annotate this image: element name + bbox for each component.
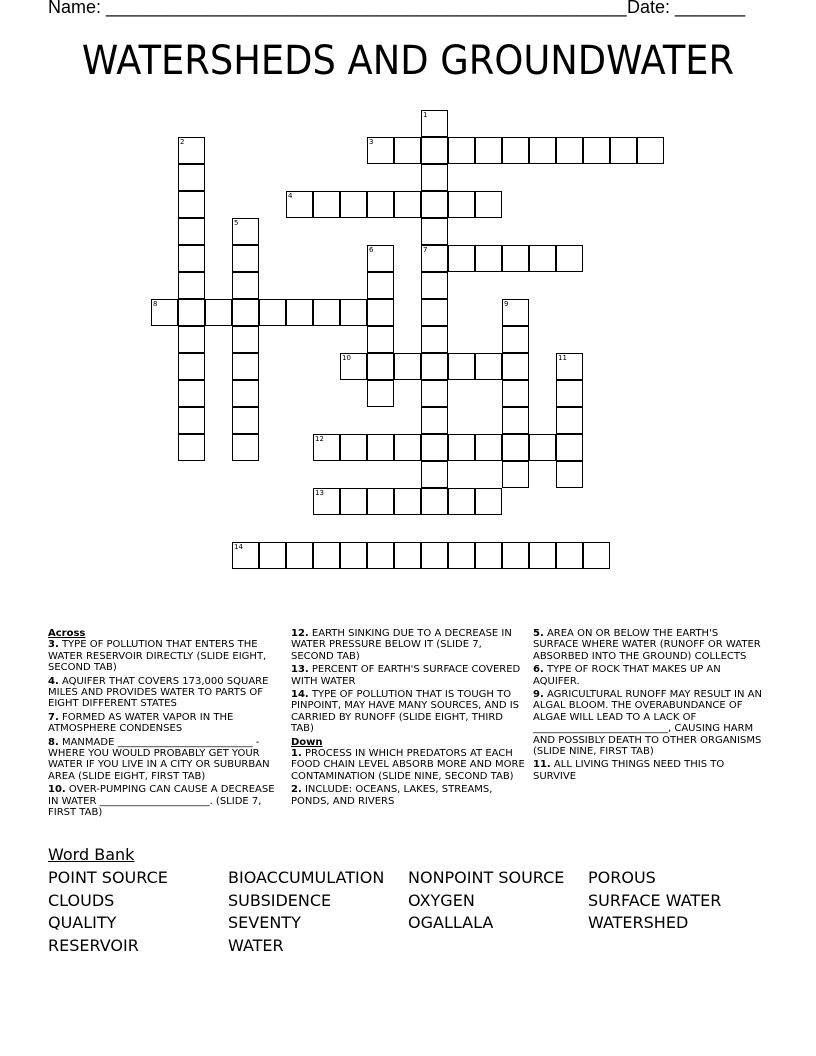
crossword-cell[interactable] bbox=[151, 299, 178, 326]
crossword-cell[interactable] bbox=[556, 542, 583, 569]
crossword-cell[interactable] bbox=[313, 542, 340, 569]
crossword-cell[interactable] bbox=[421, 245, 448, 272]
word-bank-item: SURFACE WATER bbox=[588, 891, 722, 910]
crossword-cell[interactable] bbox=[583, 137, 610, 164]
word-bank-item: WATERSHED bbox=[588, 913, 689, 932]
crossword-cell[interactable] bbox=[313, 191, 340, 218]
crossword-cell[interactable] bbox=[313, 299, 340, 326]
crossword-cell[interactable] bbox=[259, 299, 286, 326]
word-bank-item: OGALLALA bbox=[408, 913, 494, 932]
crossword-cell[interactable] bbox=[529, 137, 556, 164]
word-bank-item: RESERVOIR bbox=[48, 936, 139, 955]
crossword-cell[interactable] bbox=[502, 380, 529, 407]
crossword-cell[interactable] bbox=[232, 245, 259, 272]
crossword-cell[interactable] bbox=[367, 380, 394, 407]
crossword-cell[interactable] bbox=[421, 110, 448, 137]
crossword-cell[interactable] bbox=[178, 164, 205, 191]
crossword-cell[interactable] bbox=[259, 542, 286, 569]
crossword-cell[interactable] bbox=[178, 272, 205, 299]
crossword-cell[interactable] bbox=[502, 461, 529, 488]
crossword-cell[interactable] bbox=[475, 488, 502, 515]
crossword-cell[interactable] bbox=[448, 353, 475, 380]
crossword-cell[interactable] bbox=[367, 353, 394, 380]
clue-across-8: 8. MANMADE ___________________________ - WHERE YOU WOULD PROBABLY GET YOUR WATER IF YOU LIVE IN A CITY OR SUBURBAN AREA (SLIDE EIGHT, FIRST TAB) bbox=[48, 736, 270, 782]
crossword-cell[interactable] bbox=[556, 461, 583, 488]
crossword-cell[interactable] bbox=[340, 353, 367, 380]
crossword-cell-number: 9 bbox=[504, 300, 509, 308]
clue-across-3: 3. TYPE OF POLLUTION THAT ENTERS THE WATER RESERVOIR DIRECTLY (SLIDE EIGHT, SECOND TAB) bbox=[48, 639, 267, 674]
crossword-cell[interactable] bbox=[448, 542, 475, 569]
crossword-cell[interactable] bbox=[178, 326, 205, 353]
crossword-cell[interactable] bbox=[178, 434, 205, 461]
crossword-cell[interactable] bbox=[583, 542, 610, 569]
crossword-cell[interactable] bbox=[502, 137, 529, 164]
crossword-cell-number: 7 bbox=[423, 246, 428, 254]
clue-across-7: 7. FORMED AS WATER VAPOR IN THE ATMOSPHERE CONDENSES bbox=[48, 711, 234, 735]
crossword-cell-number: 8 bbox=[153, 300, 158, 308]
word-bank-item: POINT SOURCE bbox=[48, 868, 168, 887]
crossword-cell[interactable] bbox=[556, 353, 583, 380]
crossword-cell[interactable] bbox=[394, 488, 421, 515]
word-bank-item: CLOUDS bbox=[48, 891, 115, 910]
crossword-cell[interactable] bbox=[232, 380, 259, 407]
crossword-cell[interactable] bbox=[232, 299, 259, 326]
crossword-cell[interactable] bbox=[313, 488, 340, 515]
page-title: WATERSHEDS AND GROUNDWATER bbox=[81, 38, 735, 84]
crossword-cell[interactable] bbox=[232, 434, 259, 461]
crossword-cell-number: 5 bbox=[234, 219, 239, 227]
crossword-cell-number: 6 bbox=[369, 246, 374, 254]
crossword-cell[interactable] bbox=[340, 434, 367, 461]
clue-across-14: 14. TYPE OF POLLUTION THAT IS TOUGH TO PINPOINT, MAY HAVE MANY SOURCES, AND IS CARRIED BY RUNOFF (SLIDE EIGHT, THIRD TAB) bbox=[291, 689, 520, 735]
crossword-cell[interactable] bbox=[448, 137, 475, 164]
crossword-cell[interactable] bbox=[286, 299, 313, 326]
crossword-cell[interactable] bbox=[367, 191, 394, 218]
clue-down-1: 1. PROCESS IN WHICH PREDATORS AT EACH FOOD CHAIN LEVEL ABSORB MORE AND MORE CONTAMINATION (SLIDE NINE, SECOND TAB) bbox=[291, 748, 525, 782]
crossword-cell[interactable] bbox=[232, 353, 259, 380]
word-bank-item: OXYGEN bbox=[408, 891, 475, 910]
crossword-cell[interactable] bbox=[421, 542, 448, 569]
clue-down-5: 5. AREA ON OR BELOW THE EARTH'S SURFACE WHERE WATER (RUNOFF OR WATER ABSORBED INTO THE GROUND) COLLECTS bbox=[533, 628, 761, 662]
crossword-cell[interactable] bbox=[556, 407, 583, 434]
crossword-cell[interactable] bbox=[421, 218, 448, 245]
crossword-cell[interactable] bbox=[340, 191, 367, 218]
crossword-cell[interactable] bbox=[178, 191, 205, 218]
crossword-cell[interactable] bbox=[313, 434, 340, 461]
across-heading: Across bbox=[48, 628, 86, 639]
crossword-cell[interactable] bbox=[367, 542, 394, 569]
crossword-cell[interactable] bbox=[394, 542, 421, 569]
crossword-cell[interactable] bbox=[178, 218, 205, 245]
clue-across-4: 4. AQUIFER THAT COVERS 173,000 SQUARE MILES AND PROVIDES WATER TO PARTS OF EIGHT DIFFERENT STATES bbox=[48, 675, 269, 710]
crossword-cell[interactable] bbox=[421, 191, 448, 218]
word-bank-item: WATER bbox=[228, 936, 284, 955]
crossword-cell[interactable] bbox=[421, 272, 448, 299]
crossword-cell[interactable] bbox=[367, 245, 394, 272]
crossword-cell[interactable] bbox=[556, 245, 583, 272]
crossword-cell[interactable] bbox=[421, 353, 448, 380]
word-bank-item: SEVENTY bbox=[228, 913, 301, 932]
word-bank-item: QUALITY bbox=[48, 913, 117, 932]
clues-column-1 bbox=[48, 628, 280, 821]
crossword-cell[interactable] bbox=[421, 434, 448, 461]
crossword-cell-number: 11 bbox=[558, 354, 567, 362]
crossword-cell[interactable] bbox=[178, 299, 205, 326]
crossword-cell[interactable] bbox=[529, 542, 556, 569]
crossword-cell[interactable] bbox=[448, 245, 475, 272]
crossword-cell[interactable] bbox=[367, 326, 394, 353]
crossword-cell[interactable] bbox=[502, 542, 529, 569]
clue-across-12: 12. EARTH SINKING DUE TO A DECREASE IN WATER PRESSURE BELOW IT (SLIDE 7, SECOND TAB) bbox=[291, 628, 512, 662]
crossword-cell[interactable] bbox=[556, 380, 583, 407]
crossword-cell[interactable] bbox=[502, 326, 529, 353]
crossword-cell[interactable] bbox=[178, 137, 205, 164]
crossword-cell[interactable] bbox=[340, 488, 367, 515]
crossword-cell[interactable] bbox=[529, 245, 556, 272]
date-field[interactable]: Date: _______ bbox=[627, 0, 746, 17]
crossword-cell[interactable] bbox=[367, 137, 394, 164]
crossword-cell-number: 13 bbox=[315, 489, 324, 497]
crossword-cell[interactable] bbox=[178, 407, 205, 434]
crossword-cell[interactable] bbox=[502, 407, 529, 434]
crossword-cell[interactable] bbox=[475, 137, 502, 164]
crossword-cell[interactable] bbox=[421, 380, 448, 407]
crossword-cell[interactable] bbox=[448, 488, 475, 515]
crossword-cell[interactable] bbox=[367, 434, 394, 461]
crossword-cell[interactable] bbox=[475, 434, 502, 461]
clue-down-6: 6. TYPE OF ROCK THAT MAKES UP AN AQUIFER. bbox=[533, 664, 721, 687]
crossword-cell[interactable] bbox=[556, 434, 583, 461]
crossword-cell[interactable] bbox=[448, 434, 475, 461]
crossword-cell[interactable] bbox=[637, 137, 664, 164]
crossword-cell[interactable] bbox=[178, 353, 205, 380]
crossword-cell[interactable] bbox=[205, 299, 232, 326]
clue-down-11: 11. ALL LIVING THINGS NEED THIS TO SURVIVE bbox=[533, 759, 725, 782]
crossword-cell-number: 4 bbox=[288, 192, 293, 200]
crossword-cell-number: 2 bbox=[180, 138, 185, 146]
crossword-cell[interactable] bbox=[610, 137, 637, 164]
crossword-cell[interactable] bbox=[286, 542, 313, 569]
crossword-cell[interactable] bbox=[232, 272, 259, 299]
crossword-cell-number: 3 bbox=[369, 138, 374, 146]
crossword-cell[interactable] bbox=[232, 218, 259, 245]
crossword-cell[interactable] bbox=[340, 542, 367, 569]
crossword-cell[interactable] bbox=[232, 326, 259, 353]
crossword-cell[interactable] bbox=[367, 488, 394, 515]
crossword-cell[interactable] bbox=[394, 191, 421, 218]
word-bank-item: NONPOINT SOURCE bbox=[408, 868, 565, 887]
down-heading: Down bbox=[291, 736, 323, 748]
word-bank-item: POROUS bbox=[588, 868, 656, 887]
name-field[interactable]: Name: ____________________________________________________ bbox=[48, 0, 627, 17]
crossword-cell[interactable] bbox=[178, 380, 205, 407]
crossword-cell[interactable] bbox=[448, 191, 475, 218]
crossword-cell[interactable] bbox=[475, 191, 502, 218]
crossword-cell[interactable] bbox=[394, 353, 421, 380]
crossword-cell[interactable] bbox=[475, 353, 502, 380]
crossword-cell[interactable] bbox=[232, 407, 259, 434]
clue-across-10: 10. OVER-PUMPING CAN CAUSE A DECREASE IN WATER ______________________. (SLIDE 7, FIRST TAB) bbox=[48, 784, 275, 819]
crossword-cell[interactable] bbox=[556, 137, 583, 164]
clue-down-2: 2. INCLUDE: OCEANS, LAKES, STREAMS, PONDS, AND RIVERS bbox=[291, 784, 493, 807]
crossword-cell[interactable] bbox=[421, 407, 448, 434]
crossword-cell[interactable] bbox=[502, 299, 529, 326]
crossword-cell[interactable] bbox=[475, 245, 502, 272]
crossword-cell[interactable] bbox=[421, 299, 448, 326]
crossword-cell[interactable] bbox=[475, 542, 502, 569]
clue-across-13: 13. PERCENT OF EARTH'S SURFACE COVERED WITH WATER bbox=[291, 664, 521, 687]
crossword-cell-number: 10 bbox=[342, 354, 351, 362]
crossword-cell[interactable] bbox=[394, 434, 421, 461]
clues-column-3 bbox=[533, 628, 763, 784]
crossword-cell[interactable] bbox=[421, 461, 448, 488]
crossword-cell-number: 1 bbox=[423, 111, 428, 119]
clue-down-9: 9. AGRICULTURAL RUNOFF MAY RESULT IN AN ALGAL BLOOM. THE OVERABUNDANCE OF ALGAE WILL LEAD TO A LACK OF ___________________________, CAUSING HARM AND POSSIBLY DEATH TO OTHER ORGANISMS (SLIDE NINE, FIRST TAB) bbox=[533, 689, 762, 758]
word-bank-title: Word Bank bbox=[48, 845, 135, 864]
crossword-cell[interactable] bbox=[178, 245, 205, 272]
crossword-cell[interactable] bbox=[502, 434, 529, 461]
crossword-cell[interactable] bbox=[421, 326, 448, 353]
crossword-cell[interactable] bbox=[529, 434, 556, 461]
clues-column-2 bbox=[291, 628, 525, 809]
crossword-cell[interactable] bbox=[502, 353, 529, 380]
word-bank-item: SUBSIDENCE bbox=[228, 891, 332, 910]
crossword-cell[interactable] bbox=[367, 272, 394, 299]
crossword-cell[interactable] bbox=[232, 542, 259, 569]
crossword-cell-number: 14 bbox=[234, 543, 243, 551]
crossword-cell[interactable] bbox=[421, 488, 448, 515]
crossword-cell[interactable] bbox=[340, 299, 367, 326]
word-bank-item: BIOACCUMULATION bbox=[228, 868, 385, 887]
crossword-cell-number: 12 bbox=[315, 435, 324, 443]
crossword-cell[interactable] bbox=[421, 137, 448, 164]
crossword-cell[interactable] bbox=[502, 245, 529, 272]
crossword-cell[interactable] bbox=[421, 164, 448, 191]
crossword-cell[interactable] bbox=[286, 191, 313, 218]
crossword-cell[interactable] bbox=[367, 299, 394, 326]
crossword-cell[interactable] bbox=[394, 137, 421, 164]
